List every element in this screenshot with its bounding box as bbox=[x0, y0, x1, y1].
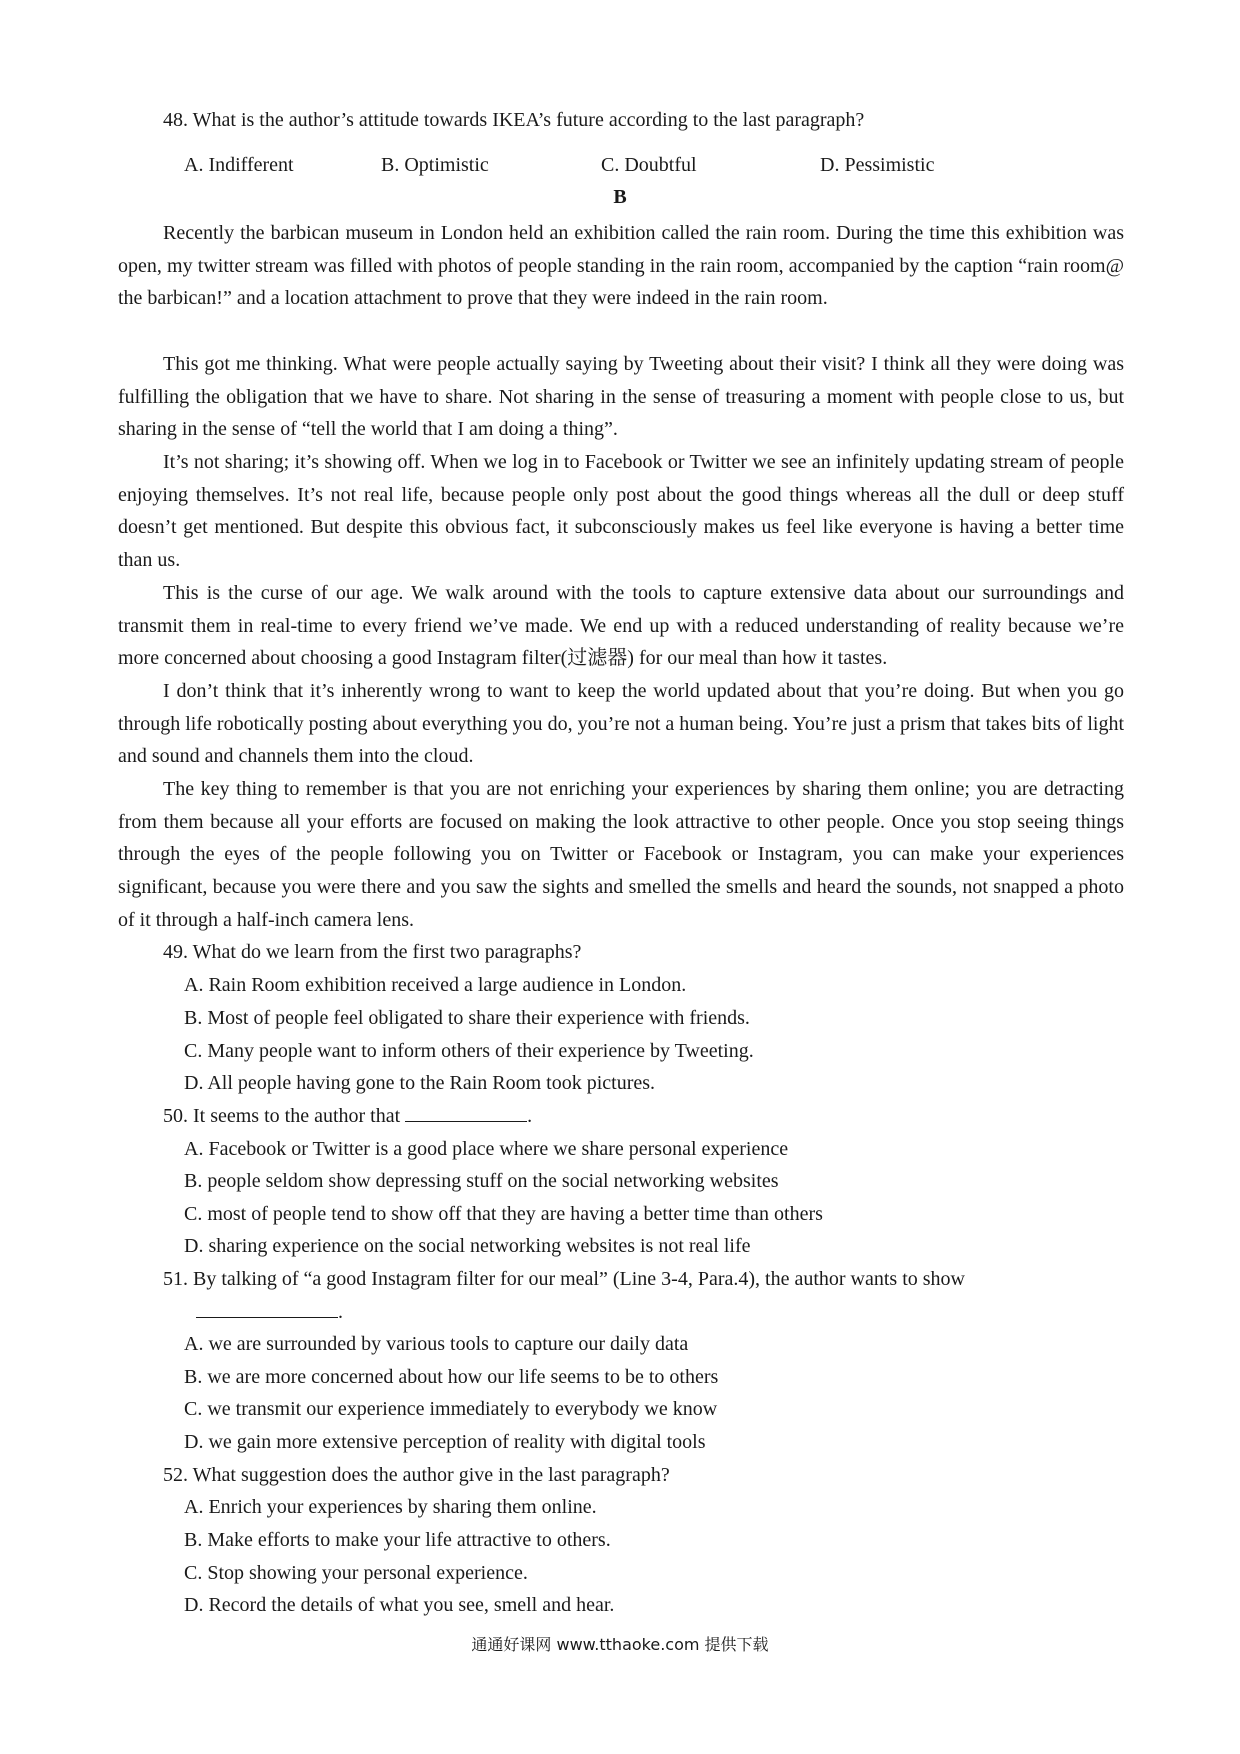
question-48: 48. What is the author’s attitude towards IKEA’s future according to the last paragraph? bbox=[163, 109, 865, 131]
question-52-option-c: C. Stop showing your personal experience. bbox=[184, 1562, 528, 1584]
page-footer: 通通好课网 www.tthaoke.com 提供下载 bbox=[471, 1635, 769, 1654]
passage-paragraph-4: This is the curse of our age. We walk around with the tools to capture extensive data about our surroundings and transmit them in real-time to every friend we’ve made. We end up with a reduced understanding of reality because we’re more concerned about choosing a good Instagram filter(过滤器) for our meal than how it tastes. bbox=[118, 582, 1124, 670]
question-50-option-c: C. most of people tend to show off that they are having a better time than others bbox=[184, 1203, 823, 1225]
question-51-option-c: C. we transmit our experience immediately to everybody we know bbox=[184, 1398, 718, 1420]
question-51-blank-line bbox=[196, 1298, 343, 1326]
question-52: 52. What suggestion does the author give in the last paragraph? bbox=[163, 1464, 670, 1486]
question-50-end: . bbox=[527, 1105, 533, 1127]
answer-blank bbox=[196, 1299, 338, 1318]
question-51-option-d: D. we gain more extensive perception of reality with digital tools bbox=[184, 1431, 706, 1453]
option-a: A. Indifferent bbox=[184, 154, 294, 176]
question-51-option-a: A. we are surrounded by various tools to capture our daily data bbox=[184, 1333, 689, 1355]
question-50-option-b: B. people seldom show depressing stuff on the social networking websites bbox=[184, 1170, 779, 1192]
question-49-option-a: A. Rain Room exhibition received a large audience in London. bbox=[184, 974, 687, 996]
question-52-option-a: A. Enrich your experiences by sharing them online. bbox=[184, 1496, 597, 1518]
passage-paragraph-2: This got me thinking. What were people actually saying by Tweeting about their visit? I think all they were doing was fulfilling the obligation that we have to share. Not sharing in the sense of treasuring a moment with people close to us, but sharing in the sense of “tell the world that I am doing a thing”. bbox=[118, 353, 1124, 441]
passage-paragraph-6: The key thing to remember is that you are not enriching your experiences by sharing them online; you are detracting from them because all your efforts are focused on making the look attractive to other people. Once you stop seeing things through the eyes of the people following you on Twitter or Facebook or Instagram, you can make your experiences significant, because you were there and you saw the sights and smelled the smells and heard the sounds, not snapped a photo of it through a half-inch camera lens. bbox=[118, 778, 1124, 931]
question-49: 49. What do we learn from the first two paragraphs? bbox=[163, 941, 582, 963]
question-50-option-d: D. sharing experience on the social networking websites is not real life bbox=[184, 1235, 751, 1257]
question-50 bbox=[163, 1102, 532, 1130]
passage-paragraph-1: Recently the barbican museum in London held an exhibition called the rain room. During the time this exhibition was open, my twitter stream was filled with photos of people standing in the rain room, accompanied by the caption “rain room@ the barbican!” and a location attachment to prove that they were indeed in the rain room. bbox=[118, 222, 1124, 310]
section-label: B bbox=[613, 186, 627, 208]
question-48-options bbox=[0, 154, 1240, 184]
question-52-option-d: D. Record the details of what you see, smell and hear. bbox=[184, 1594, 615, 1616]
question-51: 51. By talking of “a good Instagram filter for our meal” (Line 3-4, Para.4), the author wants to show bbox=[163, 1268, 966, 1290]
option-d: D. Pessimistic bbox=[820, 154, 935, 176]
question-49-option-d: D. All people having gone to the Rain Room took pictures. bbox=[184, 1072, 656, 1094]
question-50-text: 50. It seems to the author that bbox=[163, 1105, 401, 1127]
option-b: B. Optimistic bbox=[381, 154, 489, 176]
question-49-option-b: B. Most of people feel obligated to share their experience with friends. bbox=[184, 1007, 750, 1029]
passage-paragraph-3: It’s not sharing; it’s showing off. When we log in to Facebook or Twitter we see an infinitely updating stream of people enjoying themselves. It’s not real life, because people only post about the good things whereas all the dull or deep stuff doesn’t get mentioned. But despite this obvious fact, it subconsciously makes us feel like everyone is having a better time than us. bbox=[118, 451, 1124, 572]
option-c: C. Doubtful bbox=[601, 154, 697, 176]
question-49-option-c: C. Many people want to inform others of their experience by Tweeting. bbox=[184, 1040, 754, 1062]
question-52-option-b: B. Make efforts to make your life attractive to others. bbox=[184, 1529, 611, 1551]
question-51-option-b: B. we are more concerned about how our life seems to be to others bbox=[184, 1366, 719, 1388]
question-50-option-a: A. Facebook or Twitter is a good place where we share personal experience bbox=[184, 1138, 789, 1160]
question-51-end: . bbox=[338, 1301, 343, 1323]
passage-paragraph-5: I don’t think that it’s inherently wrong to want to keep the world updated about that you’re doing. But when you go through life robotically posting about everything you do, you’re not a human being. You’re just a prism that takes bits of light and sound and channels them into the cloud. bbox=[118, 680, 1124, 768]
answer-blank bbox=[405, 1103, 527, 1122]
